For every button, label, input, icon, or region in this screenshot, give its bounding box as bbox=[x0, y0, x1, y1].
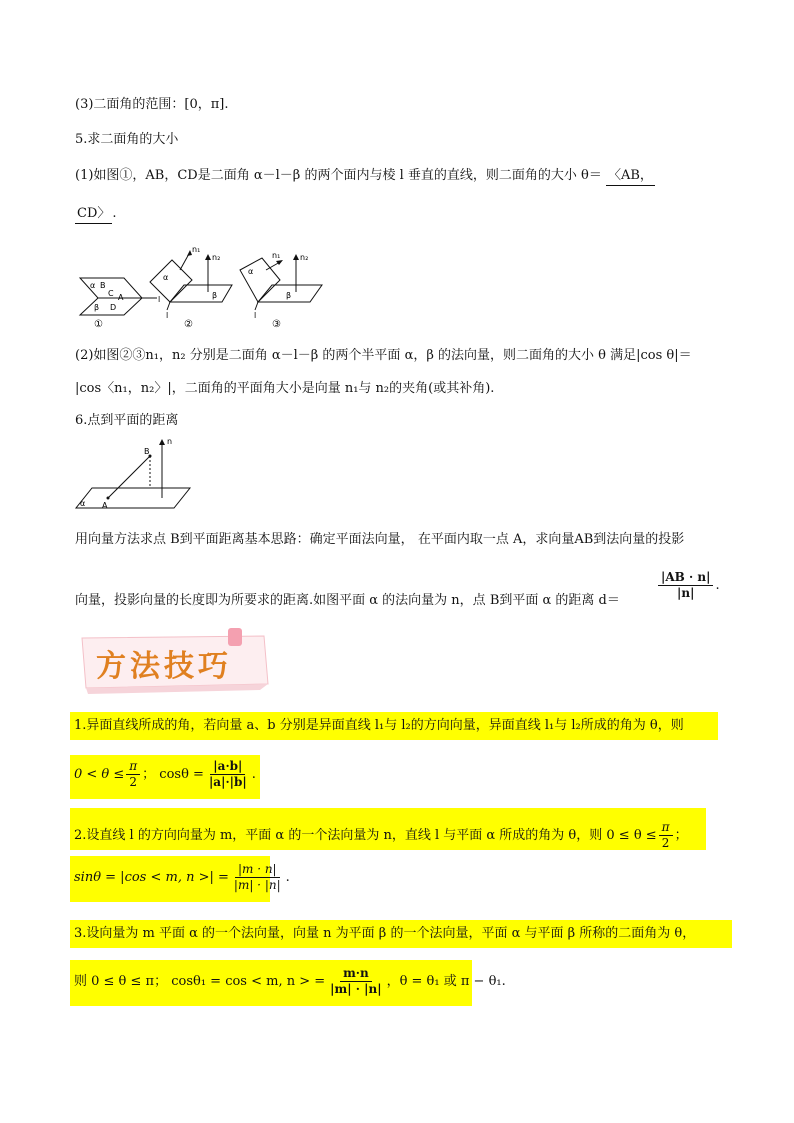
answer-angle-1: 〈AB， bbox=[606, 167, 655, 186]
fig3-l: l bbox=[254, 311, 257, 320]
tip2-two: 2 bbox=[661, 836, 670, 850]
tip2-text: 2.设直线 l 的方向向量为 m，平面 α 的一个法向量为 n，直线 l 与平面 α 所成的角为 θ，则 0 ≤ θ ≤ bbox=[74, 827, 657, 843]
figure-2 bbox=[150, 245, 232, 330]
section5-title: 5.求二面角的大小 bbox=[75, 132, 179, 147]
fig4-A: A bbox=[102, 501, 108, 510]
fig3-beta: β bbox=[286, 291, 292, 300]
fig1-l: l bbox=[158, 295, 161, 304]
tip1-two: 2 bbox=[129, 775, 138, 789]
fig3-n1: n₁ bbox=[272, 251, 281, 260]
tip2-sin: sinθ = |cos < m, n >| = bbox=[74, 869, 229, 885]
tip2-pi: π bbox=[659, 820, 673, 836]
tip1-line1: 1.异面直线所成的角，若向量 a、b 分别是异面直线 l₁与 l₂的方向向量，异面直线 l₁与 l₂所成的角为 θ，则 bbox=[74, 718, 684, 733]
fig2-n2: n₂ bbox=[212, 253, 221, 262]
section5-para2-cont: |cos〈n₁，n₂〉|，二面角的平面角大小是向量 n₁与 n₂的夹角(或其补角). bbox=[75, 381, 495, 396]
fig1-A: A bbox=[118, 293, 124, 302]
fig2-n1: n₁ bbox=[192, 245, 201, 254]
clip-icon bbox=[228, 628, 242, 646]
point-plane-figure bbox=[72, 436, 202, 514]
tip1-cos: ； cosθ = bbox=[142, 766, 204, 782]
tip3-line1: 3.设向量为 m 平面 α 的一个法向量，向量 n 为平面 β 的一个法向量，平面 α 与平面 β 所称的二面角为 θ， bbox=[74, 926, 696, 941]
tip1-numerator: |a·b| bbox=[210, 759, 245, 775]
tip1-line2: 0 < θ ≤ $\frac{\pi}{2}$ ； cosθ = $\frac{|a\cdot b|}{|a|\cdot|b|}$ . bbox=[74, 759, 256, 789]
fig1-B: B bbox=[100, 281, 106, 290]
section5-para2: (2)如图②③n₁，n₂ 分别是二面角 α－l－β 的两个半平面 α，β 的法向量，则二面角的大小 θ 满足|cos θ|＝ bbox=[75, 348, 692, 363]
distance-denominator: |n| bbox=[676, 586, 695, 600]
fig1-C: C bbox=[108, 289, 114, 298]
tip3-range: 则 0 ≤ θ ≤ π； cosθ₁ = cos < m, n > = bbox=[74, 973, 326, 989]
fig4-alpha: α bbox=[80, 499, 86, 508]
fig3-alpha: α bbox=[248, 267, 254, 276]
section5-para1-text: (1)如图①，AB，CD是二面角 α－l－β 的两个面内与棱 l 垂直的直线，则二面角的大小 θ＝ bbox=[75, 168, 602, 183]
tip3-denominator: |m| · |n| bbox=[330, 982, 382, 996]
tip3-line2 bbox=[74, 966, 506, 997]
tip3-numerator: m·n bbox=[340, 966, 372, 982]
figure-3 bbox=[240, 251, 322, 330]
fig2-alpha: α bbox=[163, 273, 169, 282]
figure-1 bbox=[80, 278, 160, 330]
section6-title: 6.点到平面的距离 bbox=[75, 413, 179, 428]
tip2-numerator: |m · n| bbox=[235, 862, 280, 878]
fig4-B: B bbox=[144, 447, 150, 456]
fig3-label: ③ bbox=[272, 319, 281, 330]
tip2-line1: 2.设直线 l 的方向向量为 m，平面 α 的一个法向量为 n，直线 l 与平面 α 所成的角为 θ，则 0 ≤ θ ≤ $\frac{\pi}{2}$ ； bbox=[74, 820, 688, 850]
fig2-beta: β bbox=[212, 291, 218, 300]
fig2-label: ② bbox=[184, 319, 193, 330]
tip3-result: ，θ = θ₁ 或 π − θ₁. bbox=[386, 973, 506, 989]
section6-para2-text: 向量，投影向量的长度即为所要求的距离.如图平面 α 的法向量为 n，点 B到平面 α 的距离 d＝ bbox=[75, 593, 620, 608]
fig3-n2: n₂ bbox=[300, 253, 309, 262]
section5-para1 bbox=[75, 167, 655, 186]
tip1-pi: π bbox=[126, 759, 140, 775]
dihedral-figures bbox=[72, 240, 332, 330]
tip2-line2: sinθ = |cos < m, n >| = $\frac{|m \cdot n|}{|m| \cdot |n|}$ . bbox=[74, 862, 290, 892]
distance-numerator: |AB · n| bbox=[658, 570, 713, 586]
section6-para1: 用向量方法求点 B到平面距离基本思路：确定平面法向量， 在平面内取一点 A，求向量AB到法向量的投影 bbox=[75, 532, 685, 547]
tip2-denominator: |m| · |n| bbox=[233, 878, 281, 892]
method-banner bbox=[78, 628, 278, 696]
section6-para2 bbox=[75, 592, 620, 610]
range-line: (3)二面角的范围：[0，π]. bbox=[75, 97, 229, 112]
answer-angle-2: CD〉 bbox=[75, 205, 112, 224]
fig1-beta: β bbox=[94, 303, 100, 312]
tip1-denominator: |a|·|b| bbox=[208, 775, 247, 789]
fig1-alpha: α bbox=[90, 281, 96, 290]
banner-title: 方法技巧 bbox=[96, 649, 232, 684]
tip1-range: 0 < θ ≤ bbox=[74, 766, 125, 782]
section5-para1-cont: CD〉 . bbox=[75, 205, 117, 224]
fig1-D: D bbox=[110, 303, 117, 312]
fig4-n: n bbox=[167, 437, 173, 446]
distance-formula: $\frac{|AB \cdot n|}{|n|}$ . bbox=[656, 570, 720, 601]
fig1-label: ① bbox=[94, 319, 103, 330]
fig2-l: l bbox=[166, 311, 169, 320]
